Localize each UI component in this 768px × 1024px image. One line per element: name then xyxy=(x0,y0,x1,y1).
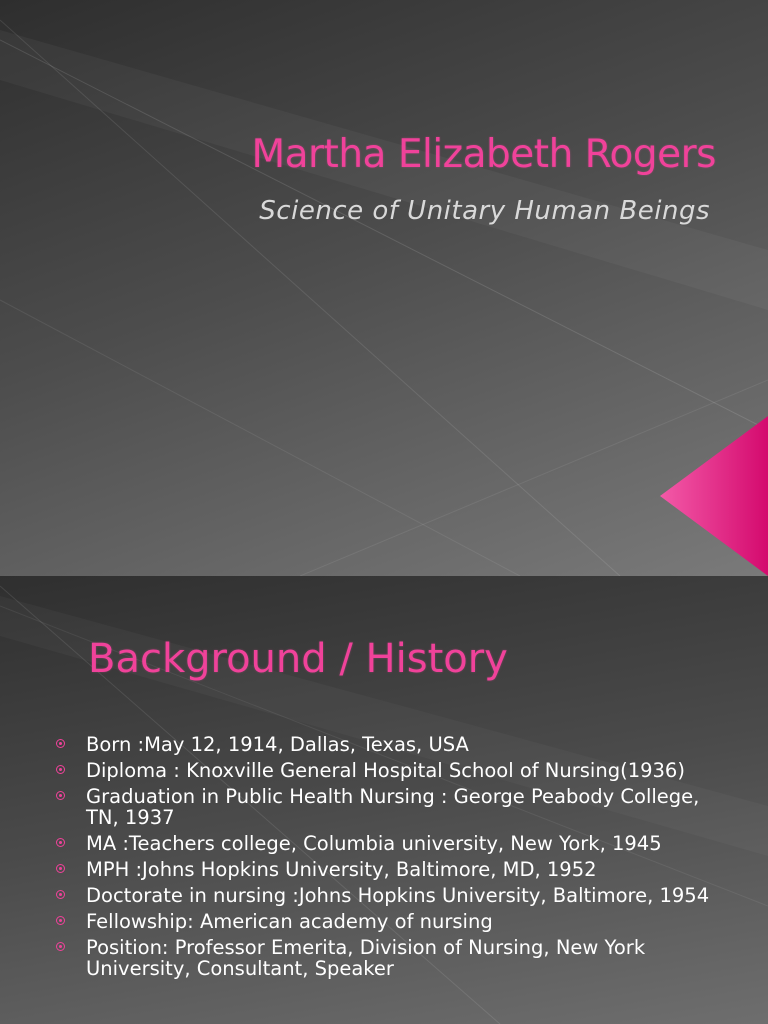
slide-subtitle: Science of Unitary Human Beings xyxy=(259,196,710,226)
list-item xyxy=(56,760,736,781)
section-title: Background / History xyxy=(88,636,508,682)
list-item-text: Position: Professor Emerita, Division of Nursing, New York University, Consultant, Speaker xyxy=(86,936,646,980)
circle-bullet-icon xyxy=(56,765,65,774)
slide-title: Martha Elizabeth Rogers xyxy=(251,132,716,177)
list-item-text: MPH :Johns Hopkins University, Baltimore, MD, 1952 xyxy=(86,858,597,881)
circle-bullet-icon xyxy=(56,916,65,925)
circle-bullet-icon xyxy=(56,791,65,800)
background-history-slide xyxy=(0,576,768,1024)
list-item-text: Doctorate in nursing :Johns Hopkins University, Baltimore, 1954 xyxy=(86,884,710,907)
circle-bullet-icon xyxy=(56,739,65,748)
pink-triangle-accent xyxy=(660,416,768,576)
list-item xyxy=(56,734,736,755)
list-item-text: Fellowship: American academy of nursing xyxy=(86,910,493,933)
list-item xyxy=(56,911,736,932)
list-item xyxy=(56,885,736,906)
circle-bullet-icon xyxy=(56,890,65,899)
list-item xyxy=(56,859,736,880)
circle-bullet-icon xyxy=(56,838,65,847)
history-list xyxy=(56,734,736,984)
list-item-text: Diploma : Knoxville General Hospital School of Nursing(1936) xyxy=(86,759,685,782)
list-item-text: Graduation in Public Health Nursing : George Peabody College, TN, 1937 xyxy=(86,785,700,829)
list-item xyxy=(56,786,736,828)
list-item xyxy=(56,937,736,979)
list-item-text: Born :May 12, 1914, Dallas, Texas, USA xyxy=(86,733,469,756)
circle-bullet-icon xyxy=(56,864,65,873)
list-item-text: MA :Teachers college, Columbia university, New York, 1945 xyxy=(86,832,662,855)
list-item xyxy=(56,833,736,854)
circle-bullet-icon xyxy=(56,942,65,951)
